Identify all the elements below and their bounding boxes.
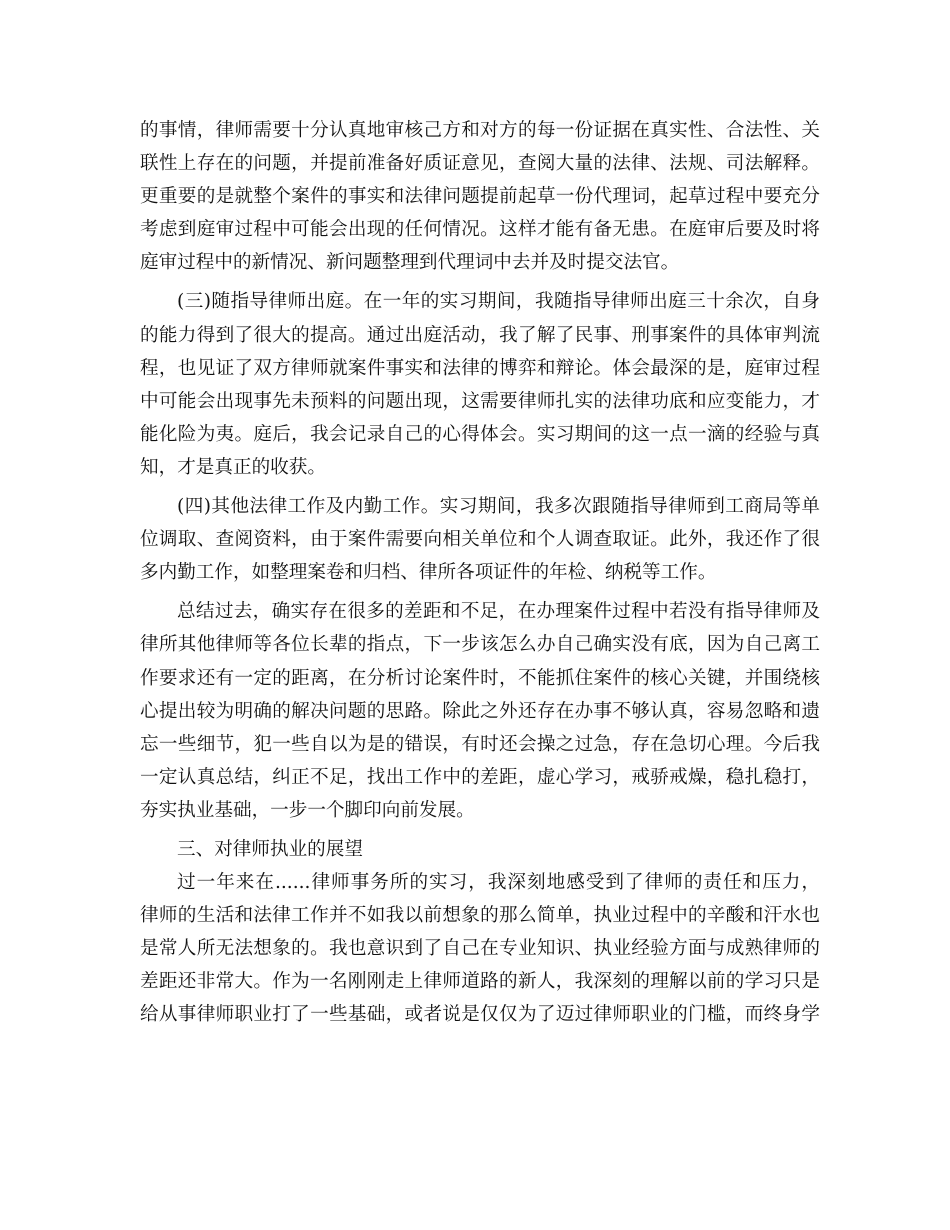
text-line: 律所其他律师等各位长辈的指点，下一步该怎么办自己确实没有底，因为自己离工 bbox=[140, 634, 820, 656]
paragraph-court-attendance bbox=[140, 285, 820, 484]
text-line: 更重要的是就整个案件的事实和法律问题提前起草一份代理词，起草过程中要充分 bbox=[140, 186, 820, 208]
text-line: 庭审过程中的新情况、新问题整理到代理词中去并及时提交法官。 bbox=[140, 252, 680, 274]
text-line: (四)其他法律工作及内勤工作。实习期间，我多次跟随指导律师到工商局等单 bbox=[177, 496, 820, 518]
text-line: 给从事律师职业打了一些基础，或者说是仅仅为了迈过律师职业的门槛，而终身学 bbox=[140, 1004, 820, 1026]
paragraph-outlook bbox=[140, 866, 820, 1031]
text-line: 能化险为夷。庭后，我会记录自己的心得体会。实习期间的这一点一滴的经验与真 bbox=[140, 423, 820, 445]
paragraph-evidence-review bbox=[140, 114, 820, 279]
text-line: 的能力得到了很大的提高。通过出庭活动，我了解了民事、刑事案件的具体审判流 bbox=[140, 324, 820, 346]
text-line: (三)随指导律师出庭。在一年的实习期间，我随指导律师出庭三十余次，自身 bbox=[177, 291, 820, 313]
text-line: 位调取、查阅资料，由于案件需要向相关单位和个人调查取证。此外，我还作了很 bbox=[140, 529, 820, 551]
text-line: 差距还非常大。作为一名刚刚走上律师道路的新人，我深刻的理解以前的学习只是 bbox=[140, 971, 820, 993]
document-body bbox=[140, 114, 820, 1032]
heading-line: 三、对律师执业的展望 bbox=[177, 838, 363, 860]
text-line: 作要求还有一定的距离，在分析讨论案件时，不能抓住案件的核心关键，并围绕核 bbox=[140, 667, 820, 689]
text-line: 考虑到庭审过程中可能会出现的任何情况。这样才能有备无患。在庭审后要及时将 bbox=[140, 219, 820, 241]
text-line: 联性上存在的问题，并提前准备好质证意见，查阅大量的法律、法规、司法解释。 bbox=[140, 153, 820, 175]
text-line: 中可能会出现事先未预料的问题出现，这需要律师扎实的法律功底和应变能力，才 bbox=[140, 390, 820, 412]
text-line: 忘一些细节，犯一些自以为是的错误，有时还会操之过急，存在急切心理。今后我 bbox=[140, 733, 820, 755]
text-line: 是常人所无法想象的。我也意识到了自己在专业知识、执业经验方面与成熟律师的 bbox=[140, 938, 820, 960]
text-line: 夯实执业基础，一步一个脚印向前发展。 bbox=[140, 799, 475, 821]
text-line: 一定认真总结，纠正不足，找出工作中的差距，虚心学习，戒骄戒燥，稳扎稳打， bbox=[140, 766, 820, 788]
text-line: 多内勤工作，如整理案卷和归档、律所各项证件的年检、纳税等工作。 bbox=[140, 562, 717, 584]
section-heading bbox=[140, 833, 820, 866]
text-line: 心提出较为明确的解决问题的思路。除此之外还存在办事不够认真，容易忽略和遗 bbox=[140, 700, 820, 722]
text-line: 总结过去，确实存在很多的差距和不足，在办理案件过程中若没有指导律师及 bbox=[177, 601, 820, 623]
text-line: 程，也见证了双方律师就案件事实和法律的博弈和辩论。体会最深的是，庭审过程 bbox=[140, 357, 820, 379]
text-line: 的事情，律师需要十分认真地审核己方和对方的每一份证据在真实性、合法性、关 bbox=[140, 120, 820, 141]
paragraph-other-work bbox=[140, 490, 820, 589]
paragraph-summary bbox=[140, 595, 820, 827]
text-line: 知，才是真正的收获。 bbox=[140, 456, 326, 478]
text-line: 律师的生活和法律工作并不如我以前想象的那么简单，执业过程中的辛酸和汗水也 bbox=[140, 905, 820, 927]
text-line: 过一年来在......律师事务所的实习，我深刻地感受到了律师的责任和压力， bbox=[177, 872, 820, 894]
